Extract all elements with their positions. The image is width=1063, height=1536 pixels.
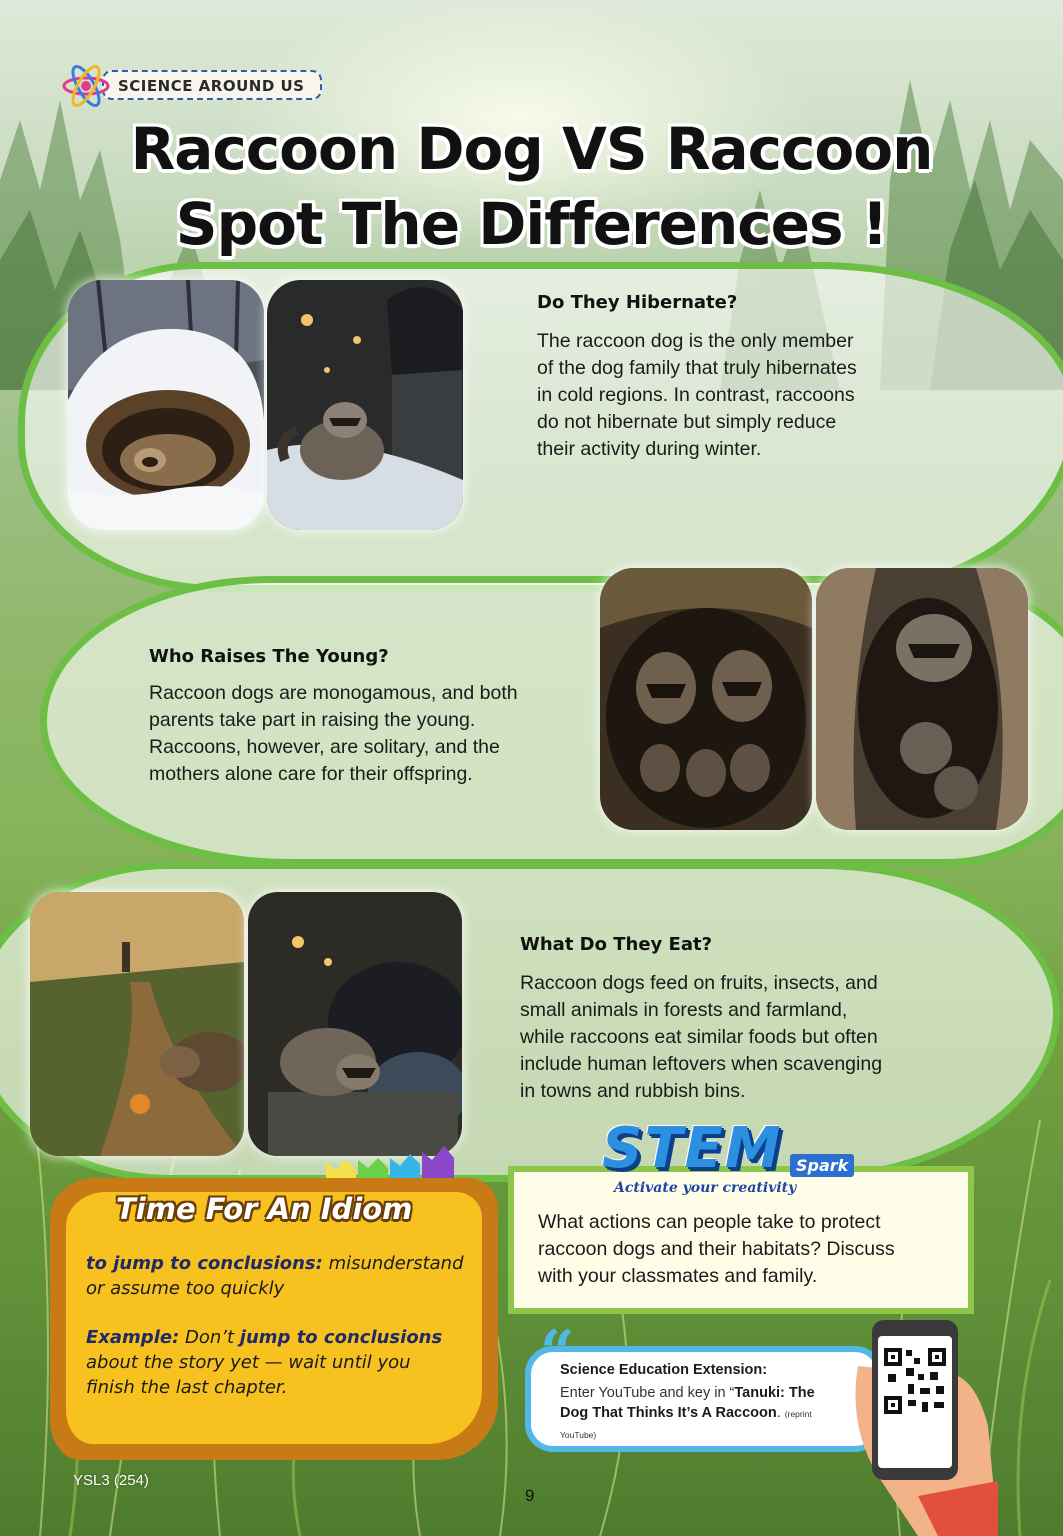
example-label: Example: bbox=[86, 1327, 180, 1348]
section-eat-text bbox=[520, 970, 940, 1105]
idiom-example-line-3: finish the last chapter. bbox=[86, 1377, 288, 1398]
text-line: include human leftovers when scavenging bbox=[520, 1053, 883, 1075]
section-badge bbox=[62, 64, 322, 108]
text-line: raccoon dogs and their habitats? Discuss bbox=[538, 1238, 895, 1260]
text-line: in cold regions. In contrast, raccoons bbox=[537, 384, 855, 406]
stem-question-text bbox=[538, 1209, 958, 1290]
spark-label: Spark bbox=[790, 1154, 854, 1177]
raccoon-dog-field-photo bbox=[30, 892, 244, 1156]
phone-qr-code-icon[interactable] bbox=[848, 1306, 998, 1536]
text-line: Raccoon dogs are monogamous, and both bbox=[149, 682, 518, 704]
stem-tagline: Activate your creativity bbox=[614, 1180, 797, 1196]
idiom-phrase: to jump to conclusions: bbox=[86, 1253, 323, 1274]
badge-label: SCIENCE AROUND US bbox=[118, 77, 305, 95]
extension-line: Enter YouTube and key in “ bbox=[560, 1385, 735, 1401]
badge-pill bbox=[102, 70, 322, 100]
raccoon-snow-bin-photo bbox=[267, 280, 463, 530]
text-line: Raccoons, however, are solitary, and the bbox=[149, 736, 500, 758]
idiom-definition-line-2: or assume too quickly bbox=[86, 1278, 285, 1299]
text-line: of the dog family that truly hibernates bbox=[537, 357, 857, 379]
text-line: Raccoon dogs feed on fruits, insects, and bbox=[520, 972, 878, 994]
issue-number: YSL3 (254) bbox=[73, 1472, 149, 1489]
video-title-part1: Tanuki: The bbox=[734, 1385, 815, 1401]
page-title-line-2: Spot The Differences ! bbox=[175, 190, 888, 258]
idiom-example-line-1 bbox=[86, 1325, 442, 1350]
text-line: their activity during winter. bbox=[537, 438, 762, 460]
section-hibernate-text bbox=[537, 328, 917, 463]
text-line: do not hibernate but simply reduce bbox=[537, 411, 837, 433]
idiom-meaning: misunderstand bbox=[322, 1253, 464, 1274]
video-title-part2: Dog That Thinks It’s A Raccoon bbox=[560, 1405, 777, 1421]
atom-icon bbox=[62, 64, 114, 108]
example-phrase: jump to conclusions bbox=[239, 1327, 443, 1348]
text-line: while raccoons eat similar foods but often bbox=[520, 1026, 878, 1048]
raccoon-dog-family-photo bbox=[600, 568, 812, 830]
raccoon-dog-snow-photo bbox=[68, 280, 264, 530]
extension-heading: Science Education Extension: bbox=[560, 1362, 768, 1378]
idiom-definition-line-1 bbox=[86, 1251, 464, 1276]
idiom-title: Time For An Idiom bbox=[116, 1192, 413, 1226]
page-number: 9 bbox=[525, 1486, 535, 1505]
text-line: What actions can people take to protect bbox=[538, 1211, 881, 1233]
idiom-example-line-2: about the story yet — wait until you bbox=[86, 1352, 411, 1373]
text-line: parents take part in raising the young. bbox=[149, 709, 476, 731]
raccoon-rubbish-photo bbox=[248, 892, 462, 1156]
stem-logo-text: STEM bbox=[602, 1116, 783, 1181]
extension-text bbox=[560, 1383, 850, 1445]
text-line: with your classmates and family. bbox=[538, 1265, 818, 1287]
section-hibernate-heading: Do They Hibernate? bbox=[537, 292, 738, 313]
page-title-line-1: Raccoon Dog VS Raccoon bbox=[130, 115, 933, 183]
reprint-note: (reprint bbox=[784, 1409, 812, 1419]
section-eat-heading: What Do They Eat? bbox=[520, 934, 713, 955]
extension-period: . bbox=[776, 1405, 781, 1421]
stem-spark-logo bbox=[598, 1116, 858, 1200]
text-line: The raccoon dog is the only member bbox=[537, 330, 854, 352]
text-line: mothers alone care for their offspring. bbox=[149, 763, 473, 785]
quote-icon: “ bbox=[540, 1318, 575, 1388]
idiom-box bbox=[66, 1192, 482, 1444]
section-young-text bbox=[149, 680, 569, 788]
raccoon-mother-tree-photo bbox=[816, 568, 1028, 830]
text-line: small animals in forests and farmland, bbox=[520, 999, 848, 1021]
text-line: in towns and rubbish bins. bbox=[520, 1080, 746, 1102]
section-young-heading: Who Raises The Young? bbox=[149, 646, 389, 667]
example-text: Don’t bbox=[179, 1327, 240, 1348]
reprint-source: YouTube) bbox=[560, 1430, 597, 1440]
